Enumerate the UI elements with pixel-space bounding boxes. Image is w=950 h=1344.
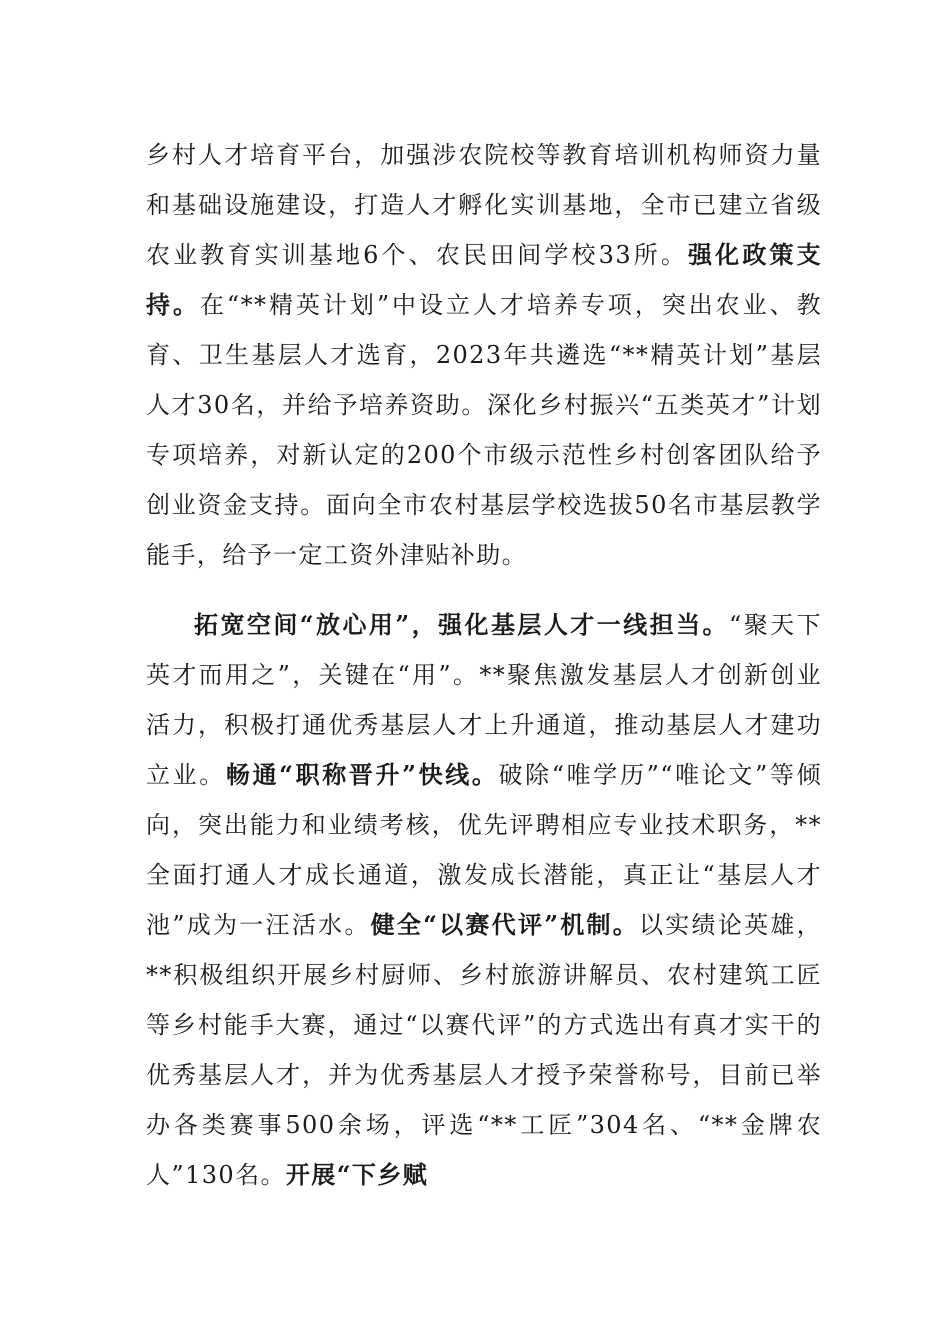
paragraph-2-run-6: 以实绩论英雄，**积极组织开展乡村厨师、乡村旅游讲解员、农村建筑工匠等乡村能手大赛，通过“以赛代评”的方式选出有真才实干的优秀基层人才，并为优秀基层人才授予荣誉称号，目前已举办各类赛事500余场，评选“**工匠”304名、“**金牌农人”130名。 [146,911,822,1189]
paragraph-1 [146,130,822,580]
paragraph-1-run-1: 乡村人才培育平台，加强涉农院校等教育培训机构师资力量和基础设施建设，打造人才孵化实训基地，全市已建立省级农业教育实训基地6个、农民田间学校33所。 [146,141,822,269]
paragraph-2-heading-competition-evaluation: 健全“以赛代评”机制。 [370,910,640,939]
document-body [146,130,822,1200]
paragraph-2-run-2: “聚天下英才而用之”，关键在“用”。**聚焦激发基层人才创新创业活力，积极打通优秀基层人才上升通道，推动基层人才建功立业。 [146,611,822,789]
paragraph-2-heading-expand-space: 拓宽空间“放心用”，强化基层人才一线担当。 [194,610,729,639]
paragraph-1-run-3: 在“**精英计划”中设立人才培养专项，突出农业、教育、卫生基层人才选育，2023年共遴选“**精英计划”基层人才30名，并给予培养资助。深化乡村振兴“五类英才”计划专项培养，对新认定的200个市级示范性乡村创客团队给予创业资金支持。面向全市农村基层学校选拔50名市基层教学能手，给予一定工资外津贴补助。 [146,291,822,569]
paragraph-2 [146,600,822,1200]
paragraph-1-heading-policy-support: 强化政策支持。 [146,240,822,319]
paragraph-2-heading-go-rural: 开展“下乡赋 [285,1160,429,1189]
paragraph-2-heading-title-promotion: 畅通“职称晋升”快线。 [225,760,499,789]
paragraph-2-run-4: 破除“唯学历”“唯论文”等倾向，突出能力和业绩考核，优先评聘相应专业技术职务，**全面打通人才成长通道，激发成长潜能，真正让“基层人才池”成为一汪活水。 [146,761,822,939]
